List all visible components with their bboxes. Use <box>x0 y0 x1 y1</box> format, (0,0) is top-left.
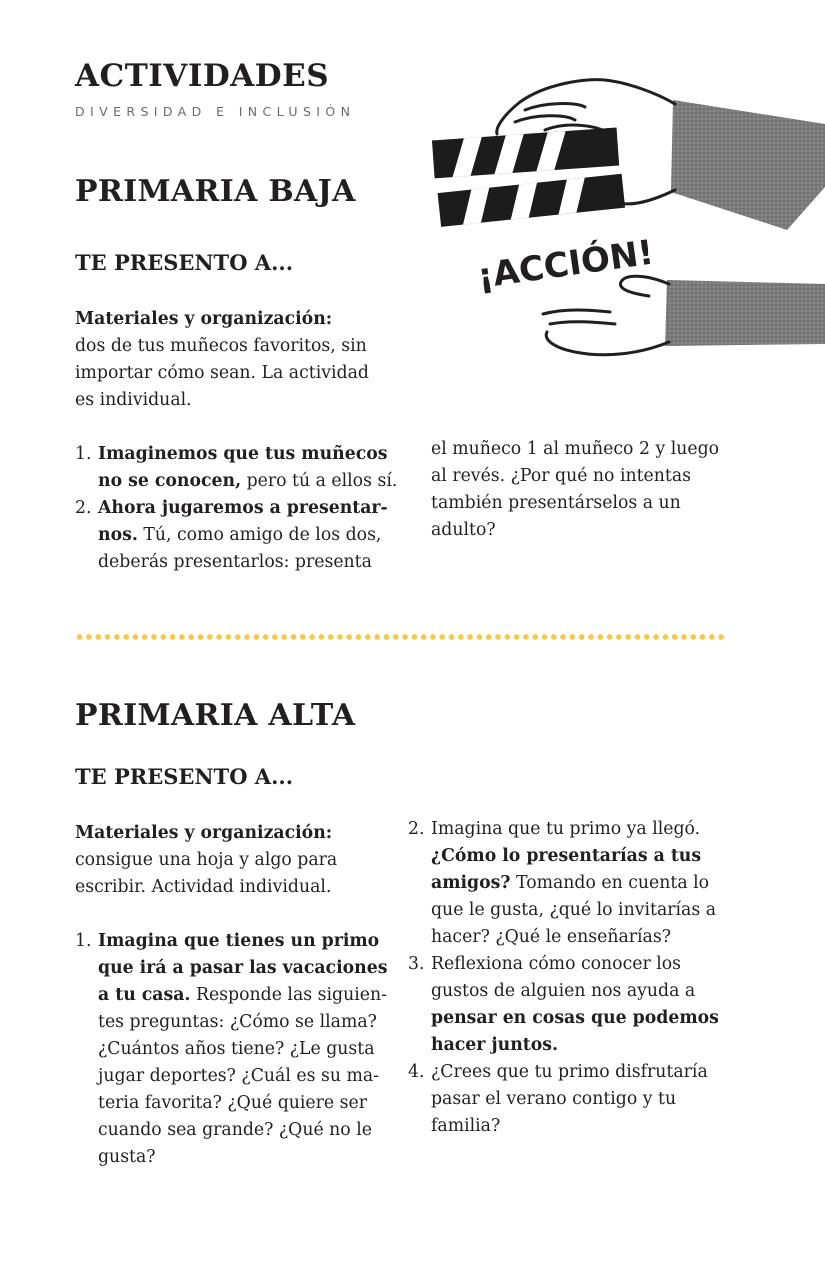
materials-label: Materiales y organización: <box>75 309 333 329</box>
clapper-top-stick <box>432 128 619 179</box>
list-item: 2. Ahora jugaremos a presentar- nos. Tú, como amigo de los dos, deberás presentarlos: presenta <box>75 495 405 576</box>
clapper-bottom-stick <box>438 174 626 227</box>
materials-text: importar cómo sean. La actividad <box>75 363 369 383</box>
list-item-continuation: el muñeco 1 al muñeco 2 y luego al revés. ¿Por qué no intentas también presentárselos a un adulto? <box>431 439 720 540</box>
list-item: 3. Reflexiona cómo conocer los gustos de alguien nos ayuda a pensar en cosas que podemos hacer juntos. <box>408 951 748 1059</box>
list-item: 4. ¿Crees que tu primo disfrutaría pasar el verano contigo y tu familia? <box>408 1059 748 1140</box>
list-number: 1. <box>75 931 92 951</box>
list-item: 1. Imaginemos que tus muñecos no se conocen, pero tú a ellos sí. <box>75 441 405 495</box>
section-title-primaria-alta: PRIMARIA ALTA <box>75 698 356 733</box>
list-number: 4. <box>408 1062 425 1082</box>
instructions-list-continued <box>408 816 748 1140</box>
bottom-sleeve <box>665 280 825 346</box>
instructions-list <box>75 928 405 1171</box>
materials-block <box>75 306 405 414</box>
baja-left-column <box>75 306 405 576</box>
alta-left-column <box>75 820 405 1171</box>
clapper-text: ¡ACCIÓN! <box>475 232 657 297</box>
list-item: 2. Imagina que tu primo ya llegó. ¿Cómo lo presentarías a tus amigos? Tomando en cuenta lo que le gusta, ¿qué lo invitarías a hacer? ¿Qué le enseñarías? <box>408 816 748 951</box>
list-number: 2. <box>408 819 425 839</box>
baja-right-column <box>431 436 761 544</box>
dotted-divider <box>75 632 725 642</box>
activity-title-baja: TE PRESENTO A... <box>75 250 294 275</box>
materials-label: Materiales y organización: <box>75 823 333 843</box>
bottom-hand <box>543 276 669 355</box>
materials-text: dos de tus muñecos favoritos, sin <box>75 336 367 356</box>
top-sleeve <box>671 100 825 230</box>
list-number: 2. <box>75 498 92 518</box>
alta-right-column <box>408 816 748 1140</box>
list-number: 1. <box>75 444 92 464</box>
materials-text: es individual. <box>75 390 192 410</box>
list-item: 1. Imagina que tienes un primo que irá a pasar las vacaciones a tu casa. Responde las siguien- tes preguntas: ¿Cómo se llama? ¿Cuántos años tiene? ¿Le gusta jugar deportes? ¿Cuál es su ma- teria favorita? ¿Qué quiere ser cuando sea grande? ¿Qué no le gusta? <box>75 928 405 1171</box>
materials-block: Materiales y organización: consigue una hoja y algo para escribir. Actividad individual. <box>75 823 338 897</box>
page-subtitle: DIVERSIDAD E INCLUSIÓN <box>75 104 356 119</box>
page-title: ACTIVIDADES <box>75 58 330 94</box>
activity-title-alta: TE PRESENTO A... <box>75 764 294 789</box>
clapperboard-hands-illustration <box>425 62 825 367</box>
section-title-primaria-baja: PRIMARIA BAJA <box>75 174 356 209</box>
instructions-list <box>75 441 405 576</box>
list-number: 3. <box>408 954 425 974</box>
